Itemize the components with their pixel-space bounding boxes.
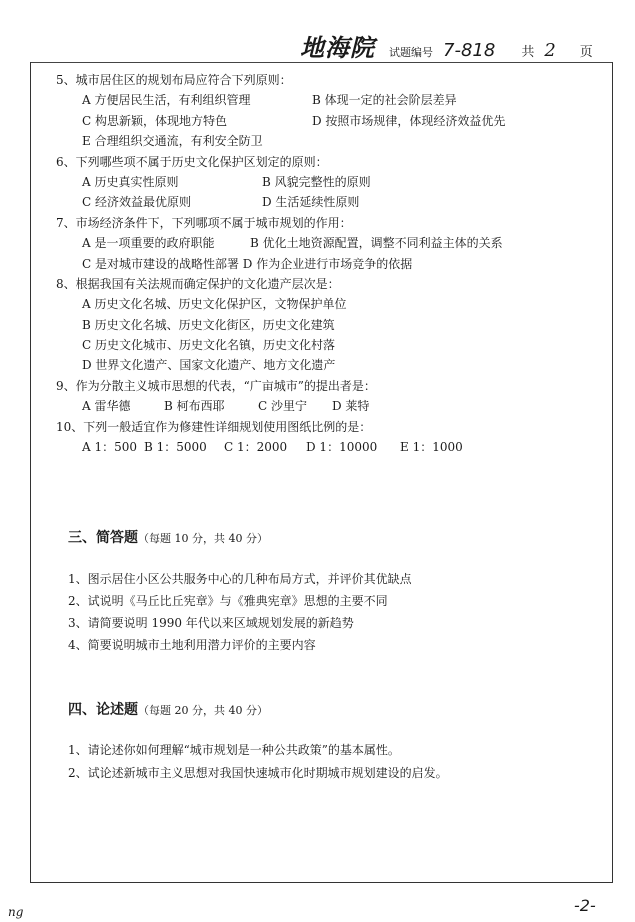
option: B 优化土地资源配置，调整不同利益主体的关系	[250, 236, 503, 251]
option: A 历史真实性原则	[82, 174, 179, 189]
question-stem: 7、市场经济条件下，下列哪项不属于城市规划的作用：	[56, 215, 352, 230]
page-number: -2-	[574, 896, 596, 915]
short-answer-item: 1、图示居住小区公共服务中心的几种布局方式，并评价其优缺点	[68, 572, 412, 586]
page-header	[300, 28, 593, 60]
page-border-right	[612, 62, 613, 882]
option: B 风貌完整性的原则	[262, 174, 371, 189]
option-row	[56, 315, 601, 335]
option: E 1：1000	[400, 440, 463, 455]
section-3-note: （每题 10 分，共 40 分）	[138, 532, 268, 545]
option-row	[56, 90, 601, 110]
section-4-title	[68, 699, 268, 719]
essay-item: 1、请论述你如何理解“城市规划是一种公共政策”的基本属性。	[68, 743, 400, 757]
option-row	[56, 192, 601, 212]
option-row	[56, 294, 601, 314]
option-row	[56, 396, 601, 416]
corner-mark: ng	[8, 905, 24, 919]
option-row	[56, 254, 601, 274]
option: B 柯布西耶	[164, 399, 225, 414]
option: C 历史文化城市、历史文化名镇，历史文化村落	[82, 338, 335, 353]
section-4-heading: 四、论述题	[68, 702, 138, 718]
short-answer-item: 4、简要说明城市土地利用潜力评价的主要内容	[68, 638, 316, 652]
option: C 沙里宁	[258, 399, 307, 414]
option: D 1：10000	[306, 440, 378, 455]
option: C 1：2000	[224, 440, 288, 455]
section-3-title	[68, 527, 268, 547]
option-row	[56, 355, 601, 375]
option: A 是一项重要的政府职能	[82, 236, 215, 251]
exam-code: 7-818	[443, 40, 496, 61]
option: A 1：500	[82, 440, 138, 455]
option: A 历史文化名城、历史文化保护区，文物保护单位	[82, 297, 347, 312]
question-stem: 5、城市居住区的规划布局应符合下列原则：	[56, 73, 292, 87]
option: B 1：5000	[144, 440, 207, 455]
option-row	[56, 172, 601, 192]
option-row	[56, 437, 601, 457]
page-count: 2	[544, 40, 556, 61]
option: C 经济效益最优原则	[82, 195, 191, 210]
option: D 按照市场规律，体现经济效益优先	[312, 113, 506, 128]
page-unit: 页	[579, 45, 593, 60]
option: C 构思新颖，体现地方特色	[82, 113, 227, 128]
total-label: 共	[521, 45, 535, 60]
option: D 世界文化遗产、国家文化遗产、地方文化遗产	[82, 358, 336, 373]
option-row	[56, 111, 601, 131]
school-name: 地海院	[300, 33, 375, 62]
section-3-heading: 三、简答题	[68, 530, 138, 546]
option: C 是对城市建设的战略性部署 D 作为企业进行市场竞争的依据	[82, 256, 413, 271]
short-answer-item: 2、试说明《马丘比丘宪章》与《雅典宪章》思想的主要不同	[68, 594, 388, 608]
option-row	[56, 335, 601, 355]
option: B 体现一定的社会阶层差异	[312, 93, 457, 108]
option: E 合理组织交通流，有利安全防卫	[82, 134, 263, 149]
essay-item: 2、试论述新城市主义思想对我国快速城市化时期城市规划建设的启发。	[68, 766, 448, 780]
page-border-left	[30, 62, 31, 882]
section-4-note: （每题 20 分，共 40 分）	[138, 704, 268, 717]
page-border-bottom	[30, 882, 613, 883]
question-stem: 9、作为分散主义城市思想的代表，“广亩城市”的提出者是：	[56, 378, 376, 393]
option: A 雷华德	[82, 399, 131, 414]
option: A 方便居民生活，有利组织管理	[82, 93, 251, 108]
question-stem: 8、根据我国有关法规而确定保护的文化遗产层次是：	[56, 276, 340, 291]
option: B 历史文化名城、历史文化街区，历史文化建筑	[82, 317, 335, 332]
exam-code-label: 试题编号	[389, 46, 433, 59]
multiple-choice-questions	[56, 70, 601, 457]
question-stem: 6、下列哪些项不属于历史文化保护区划定的原则：	[56, 154, 328, 169]
option: D 莱特	[332, 399, 370, 414]
option-row	[56, 131, 601, 151]
option-row	[56, 233, 601, 253]
question-stem: 10、下列一般适宜作为修建性详细规划使用图纸比例的是：	[56, 419, 372, 434]
option: D 生活延续性原则	[262, 195, 360, 210]
short-answer-item: 3、请简要说明 1990 年代以来区域规划发展的新趋势	[68, 616, 354, 630]
